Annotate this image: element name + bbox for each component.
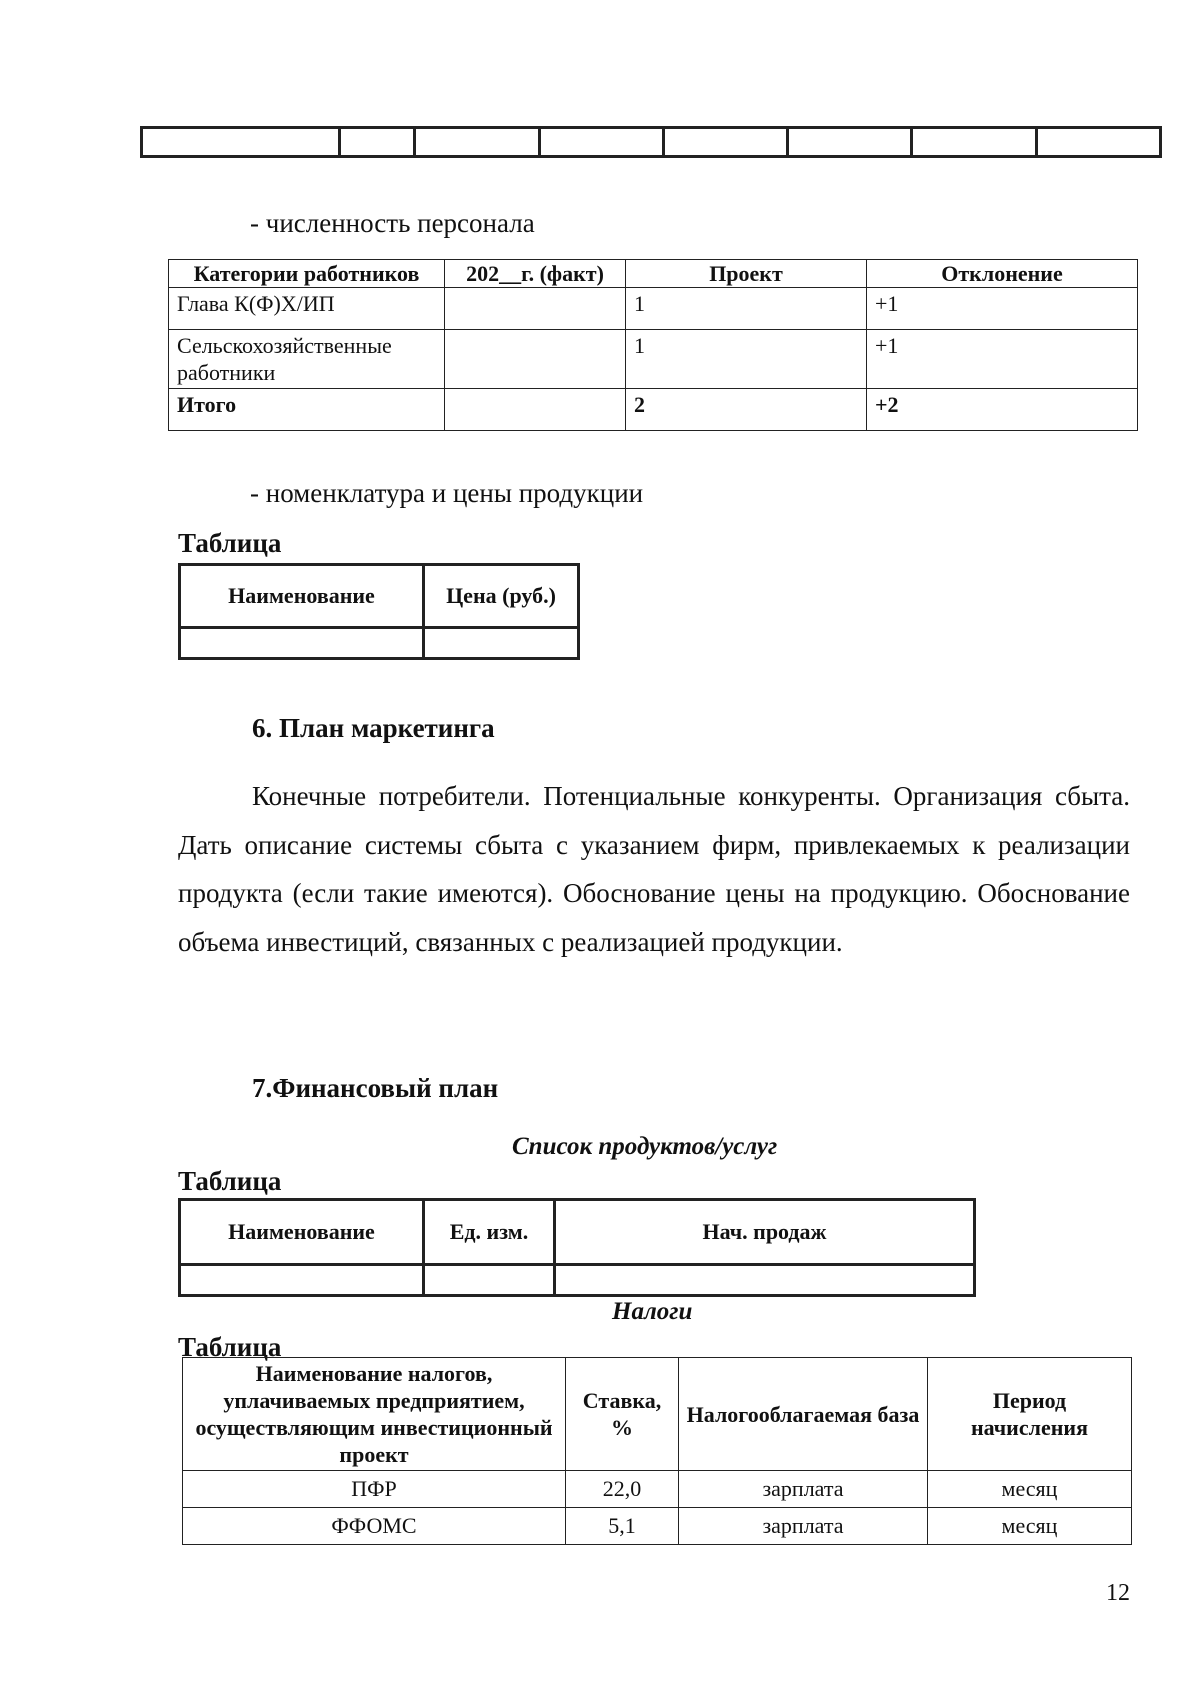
table-cell: Сельскохозяйственные работники [169,330,445,389]
column-header: Проект [626,260,867,288]
table-label: Таблица [178,528,282,558]
table-cell: 1 [626,288,867,330]
taxes-table [182,1357,1132,1545]
column-header: 202__г. (факт) [445,260,626,288]
table-header-row [180,1200,975,1265]
table-cell: +2 [867,389,1138,431]
table-cell [424,628,579,659]
table-cell: 2 [626,389,867,431]
table-cell [539,128,663,157]
table-cell [415,128,539,157]
table-cell [445,330,626,389]
column-header: Отклонение [867,260,1138,288]
table-row [169,288,1138,330]
table-label: Таблица [178,1166,282,1196]
table-cell: Итого [169,389,445,431]
section-heading-marketing: 6. План маркетинга [252,713,495,743]
products-table-title: Список продуктов/услуг [512,1133,778,1160]
table-cell [424,1265,555,1296]
column-header: Период начисления [928,1358,1132,1471]
table-cell [180,628,424,659]
table-cell: месяц [928,1471,1132,1508]
column-header: Наименование [180,565,424,628]
column-header: Категории работников [169,260,445,288]
column-header: Ед. изм. [424,1200,555,1265]
table-cell [142,128,340,157]
column-header: Ставка, % [566,1358,679,1471]
top-empty-table [140,126,1162,158]
nomenclature-table [178,563,580,660]
table-cell [912,128,1036,157]
column-header: Наименование [180,1200,424,1265]
nomenclature-caption: - номенклатура и цены продукции [250,478,644,508]
table-cell [180,1265,424,1296]
table-row [183,1471,1132,1508]
table-cell [663,128,787,157]
table-cell: ФФОМС [183,1508,566,1545]
table-cell: зарплата [679,1508,928,1545]
table-cell: 5,1 [566,1508,679,1545]
column-header: Нач. продаж [555,1200,975,1265]
table-cell [445,288,626,330]
table-cell: +1 [867,288,1138,330]
products-table [178,1198,976,1297]
table-label: Таблица [178,1332,282,1362]
table-cell: ПФР [183,1471,566,1508]
table-cell: зарплата [679,1471,928,1508]
table-header-row [183,1358,1132,1471]
table-cell: Глава К(Ф)Х/ИП [169,288,445,330]
taxes-table-title: Налоги [612,1298,693,1325]
table-cell [445,389,626,431]
table-cell: 22,0 [566,1471,679,1508]
table-cell: +1 [867,330,1138,389]
column-header: Налогооблагаемая база [679,1358,928,1471]
table-header-row [180,565,579,628]
page-number: 12 [1106,1580,1130,1606]
staff-caption: - численность персонала [250,208,535,238]
table-header-row [169,260,1138,288]
table-row [180,1265,975,1296]
marketing-paragraph: Конечные потребители. Потенциальные конкуренты. Организация сбыта. Дать описание системы сбыта с указанием фирм, привлекаемых к реализации продукта (если такие имеются). Обоснование цены на продукцию. Обоснование объема инвестиций, связанных с реализацией продукции. [178,781,1130,957]
table-cell: месяц [928,1508,1132,1545]
column-header: Наименование налогов, уплачиваемых предприятием, осуществляющим инвестиционный проект [183,1358,566,1471]
table-row [169,330,1138,389]
table-cell [555,1265,975,1296]
table-cell [340,128,415,157]
table-row [169,389,1138,431]
section-heading-finance: 7.Финансовый план [252,1073,499,1103]
table-cell: 1 [626,330,867,389]
staff-table [168,259,1138,431]
table-cell [1036,128,1160,157]
table-row [183,1508,1132,1545]
column-header: Цена (руб.) [424,565,579,628]
table-cell [788,128,912,157]
table-row [180,628,579,659]
